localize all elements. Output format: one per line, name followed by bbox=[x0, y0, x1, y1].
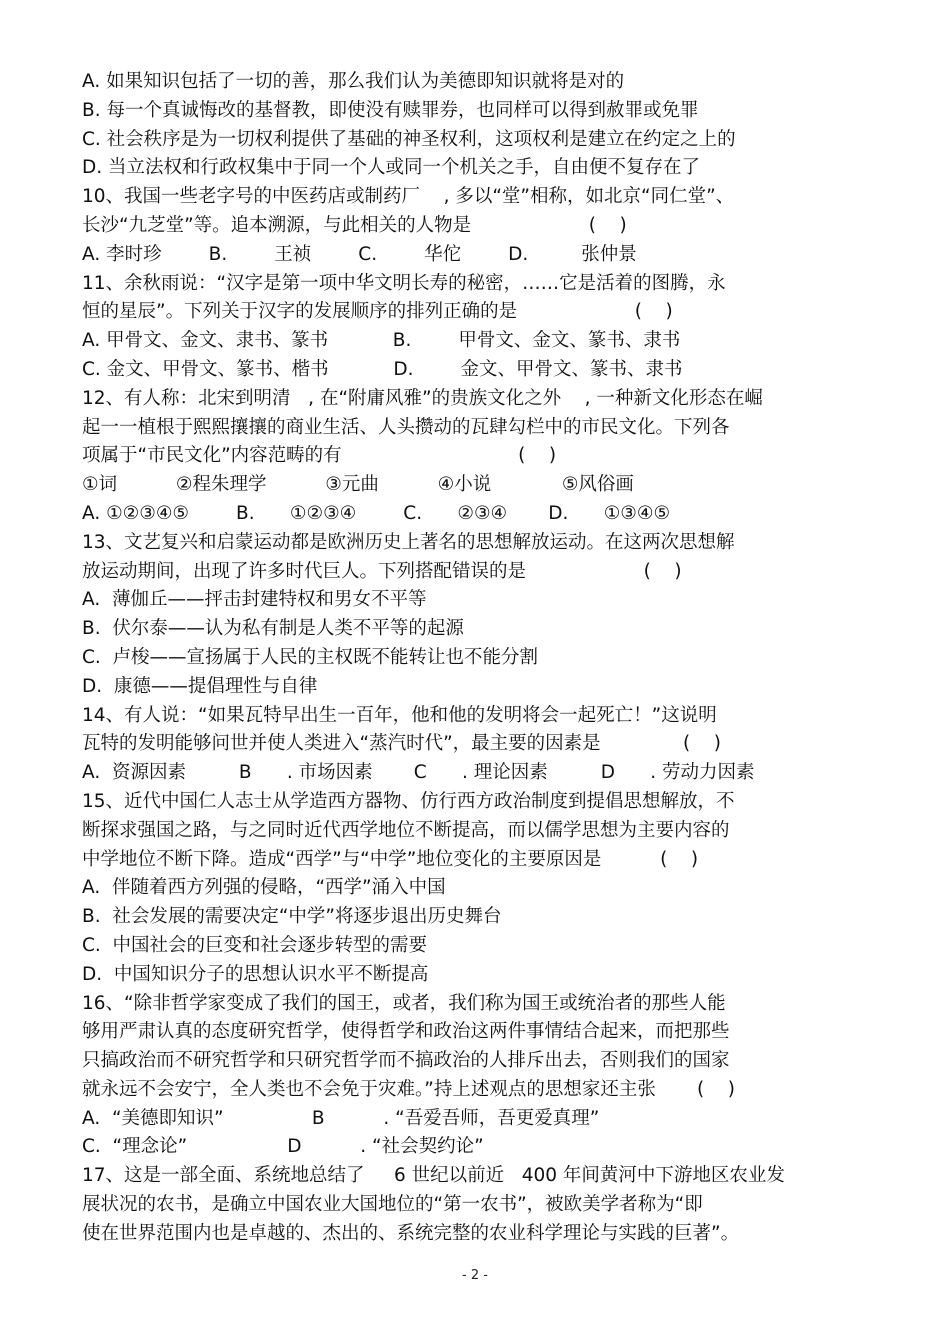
question-13-line: 13、文艺复兴和启蒙运动都是欧洲历史上著名的思想解放运动。在这两次思想解 bbox=[82, 531, 735, 553]
text-line: 瓦特的发明能够问世并使人类进入“蒸汽时代”，最主要的因素是 ( ) bbox=[82, 733, 721, 755]
question-17-line: 17、这是一部全面、系统地总结了 6 世纪以前近 400 年间黄河中下游地区农业发 bbox=[82, 1165, 785, 1187]
options-line: C. 金文、甲骨文、篆书、楷书 D. 金文、甲骨文、篆书、隶书 bbox=[82, 358, 683, 380]
text-line: B. 每一个真诚悔改的基督教，即使没有赎罪券，也同样可以得到赦罪或免罪 bbox=[82, 99, 699, 121]
text-line: 恒的星辰”。下列关于汉字的发展顺序的排列正确的是 ( ) bbox=[82, 301, 673, 323]
text-line: 放运动期间，出现了许多时代巨人。下列搭配错误的是 ( ) bbox=[82, 560, 682, 582]
items-line: ①词 ②程朱理学 ③元曲 ④小说 ⑤风俗画 bbox=[82, 474, 634, 496]
option-a: A. 薄伽丘——抨击封建特权和男女不平等 bbox=[82, 589, 427, 611]
option-d: D. 中国知识分子的思想认识水平不断提高 bbox=[82, 963, 429, 985]
options-line: C. “理念论” D . “社会契约论” bbox=[82, 1136, 484, 1158]
text-line: 展状况的农书，是确立中国农业大国地位的“第一农书”，被欧美学者称为“即 bbox=[82, 1194, 703, 1216]
text-line: 断探求强国之路，与之同时近代西学地位不断提高，而以儒学思想为主要内容的 bbox=[82, 819, 730, 841]
text-line: D. 当立法权和行政权集中于同一个人或同一个机关之手，自由便不复存在了 bbox=[82, 157, 701, 179]
question-10-line: 10、我国一些老字号的中医药店或制药厂 , 多以“堂”相称，如北京“同仁堂”、 bbox=[82, 186, 735, 208]
text-line: C. 社会秩序是为一切权利提供了基础的神圣权利，这项权利是建立在约定之上的 bbox=[82, 128, 736, 150]
options-line: A. 资源因素 B . 市场因素 C . 理论因素 D . 劳动力因素 bbox=[82, 762, 755, 784]
text-line: 长沙“九芝堂”等。追本溯源，与此相关的人物是 ( ) bbox=[82, 214, 627, 236]
option-b: B. 伏尔泰——认为私有制是人类不平等的起源 bbox=[82, 618, 464, 640]
option-b: B. 社会发展的需要决定“中学”将逐步退出历史舞台 bbox=[82, 906, 502, 928]
question-12-line: 12、有人称：北宋到明清 , 在“附庸风雅”的贵族文化之外 , 一种新文化形态在崛 bbox=[82, 387, 763, 409]
text-line: 只搞政治而不研究哲学和只研究哲学而不搞政治的人排斥出去，否则我们的国家 bbox=[82, 1050, 730, 1072]
option-a: A. 伴随着西方列强的侵略，“西学”涌入中国 bbox=[82, 877, 446, 899]
text-line: 够用严肃认真的态度研究哲学，使得哲学和政治这两件事情结合起来，而把那些 bbox=[82, 1021, 730, 1043]
question-14-line: 14、有人说：“如果瓦特早出生一百年，他和他的发明将会一起死亡！”这说明 bbox=[82, 704, 717, 726]
options-line: A. 李时珍 B. 王祯 C. 华佗 D. 张仲景 bbox=[82, 243, 637, 265]
question-16-line: 16、“除非哲学家变成了我们的国王，或者，我们称为国王或统治者的那些人能 bbox=[82, 992, 726, 1014]
text-line: A. 如果知识包括了一切的善，那么我们认为美德即知识就将是对的 bbox=[82, 71, 625, 92]
page-number: - 2 - bbox=[462, 1268, 488, 1283]
option-d: D. 康德——提倡理性与自律 bbox=[82, 675, 318, 697]
text-line: 起一一植根于熙熙攘攘的商业生活、人头攒动的瓦肆勾栏中的市民文化。下列各 bbox=[82, 416, 730, 438]
question-11-line: 11、余秋雨说：“汉字是第一项中华文明长寿的秘密，……它是活着的图腾，永 bbox=[82, 272, 726, 294]
options-line: A. 甲骨文、金文、隶书、篆书 B. 甲骨文、金文、篆书、隶书 bbox=[82, 330, 681, 352]
options-line: A. ①②③④⑤ B. ①②③④ C. ②③④ D. ①③④⑤ bbox=[82, 502, 671, 524]
text-line: 中学地位不断下降。造成“西学”与“中学”地位变化的主要原因是 ( ) bbox=[82, 848, 699, 870]
text-line: 使在世界范围内也是卓越的、杰出的、系统完整的农业科学理论与实践的巨著”。 bbox=[82, 1222, 740, 1244]
document-page bbox=[82, 68, 872, 1249]
question-15-line: 15、近代中国仁人志士从学造西方器物、仿行西方政治制度到提倡思想解放，不 bbox=[82, 790, 735, 812]
text-line: 就永远不会安宁，全人类也不会免于灾难。”持上述观点的思想家还主张 ( ) bbox=[82, 1078, 735, 1100]
text-line: 项属于“市民文化”内容范畴的有 ( ) bbox=[82, 445, 557, 467]
option-c: C. 中国社会的巨变和社会逐步转型的需要 bbox=[82, 934, 428, 956]
option-c: C. 卢梭——宣扬属于人民的主权既不能转让也不能分割 bbox=[82, 646, 539, 668]
options-line: A. “美德即知识” B . “吾爱吾师，吾更爱真理” bbox=[82, 1107, 600, 1129]
